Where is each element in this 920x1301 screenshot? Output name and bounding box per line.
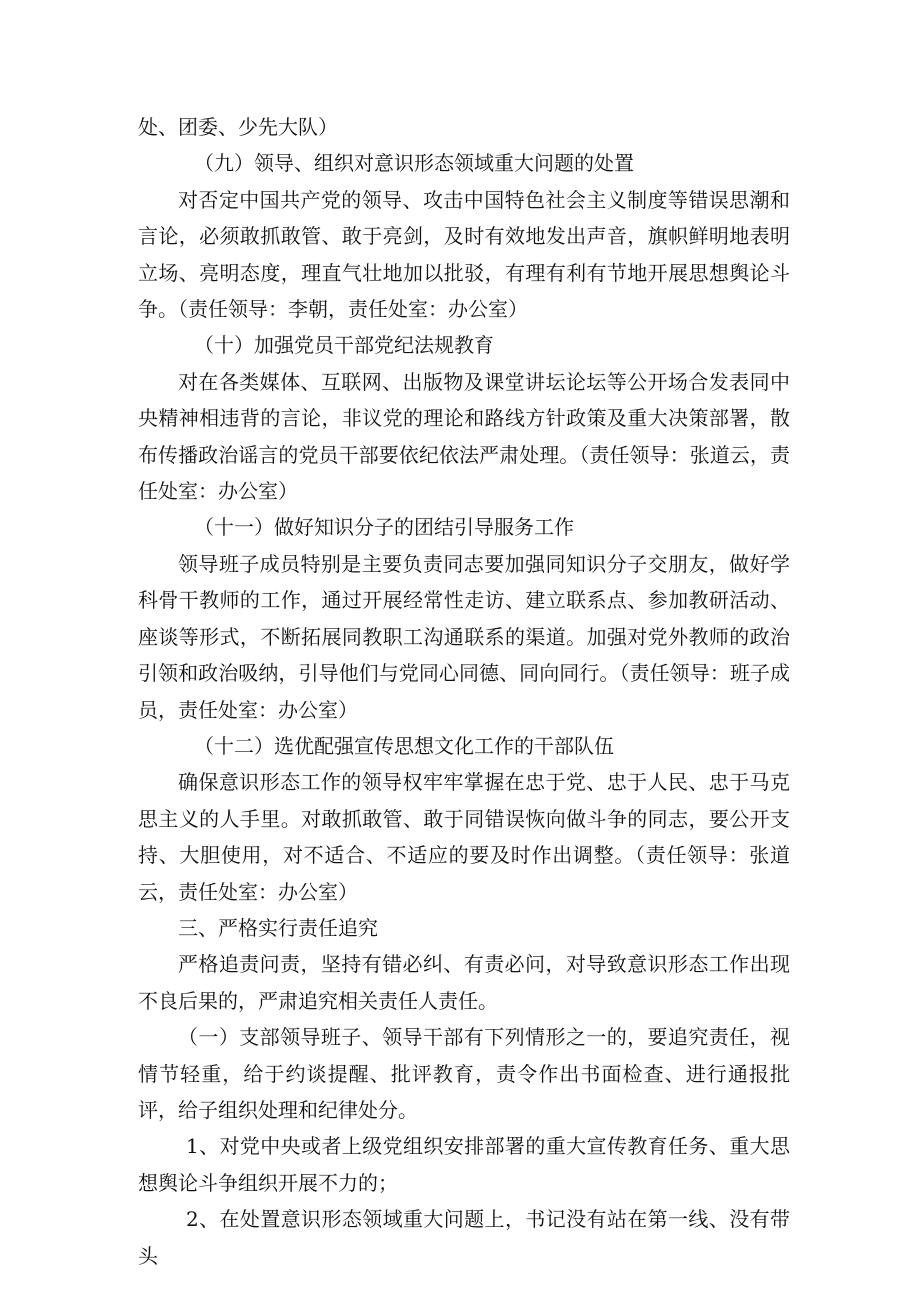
paragraph-11-body: 领导班子成员特别是主要负责同志要加强同知识分子交朋友，做好学科骨干教师的工作，通过开展经常性走访、建立联系点、参加教研活动、座谈等形式，不断拓展同教职工沟通联系的渠道。加强对党外教师的政治引领和政治吸纳，引导他们与党同心同德、同向同行。（责任领导：班子成员，责任处室：办公室）: [138, 551, 790, 722]
section-heading-12: （十二）选优配强宣传思想文化工作的干部队伍: [194, 733, 614, 758]
list-item-2: 2、在处置意识形态领域重大问题上，书记没有站在第一线、没有带头: [138, 1207, 790, 1268]
document-body: [138, 109, 790, 1274]
paragraph-continuation: 处、团委、少先大队）: [138, 115, 338, 139]
paragraph-9-body: 对否定中国共产党的领导、攻击中国特色社会主义制度等错误思潮和言论，必须敢抓敢管、敢于亮剑，及时有效地发出声音，旗帜鲜明地表明立场、亮明态度，理直气壮地加以批驳，有理有利有节地开展思想舆论斗争。（责任领导：李朝，责任处室：办公室）: [138, 187, 790, 322]
section-heading-11: （十一）做好知识分子的团结引导服务工作: [194, 515, 574, 540]
section-heading-10: （十）加强党员干部党纪法规教育: [194, 333, 494, 358]
paragraph-10-body: 对在各类媒体、互联网、出版物及课堂讲坛论坛等公开场合发表同中央精神相违背的言论，非议党的理论和路线方针政策及重大决策部署，散布传播政治谣言的党员干部要依纪依法严肃处理。（责任领导：张道云，责任处室：办公室）: [138, 369, 790, 504]
paragraph-12-body: 确保意识形态工作的领导权牢牢掌握在忠于党、忠于人民、忠于马克思主义的人手里。对敢抓敢管、敢于同错误恢向做斗争的同志，要公开支持、大胆使用，对不适合、不适应的要及时作出调整。（责任领导：张道云，责任处室：办公室）: [138, 770, 790, 904]
section-heading-9: （九）领导、组织对意识形态领域重大问题的处置: [194, 151, 634, 176]
paragraph-chapter-3-intro: 严格追责问责，坚持有错必纠、有责必问，对导致意识形态工作出现不良后果的，严肃追究相关责任人责任。: [138, 952, 790, 1013]
list-item-1: 1、对党中央或者上级党组织安排部署的重大宣传教育任务、重大思想舆论斗争组织开展不力的；: [138, 1134, 790, 1195]
paragraph-sub-1: （一）支部领导班子、领导干部有下列情形之一的，要追究责任，视情节轻重，给于约谈提醒、批评教育，责令作出书面检查、进行通报批评，给子组织处理和纪律处分。: [138, 1025, 790, 1122]
chapter-heading-3: 三、严格实行责任追究: [178, 915, 378, 940]
